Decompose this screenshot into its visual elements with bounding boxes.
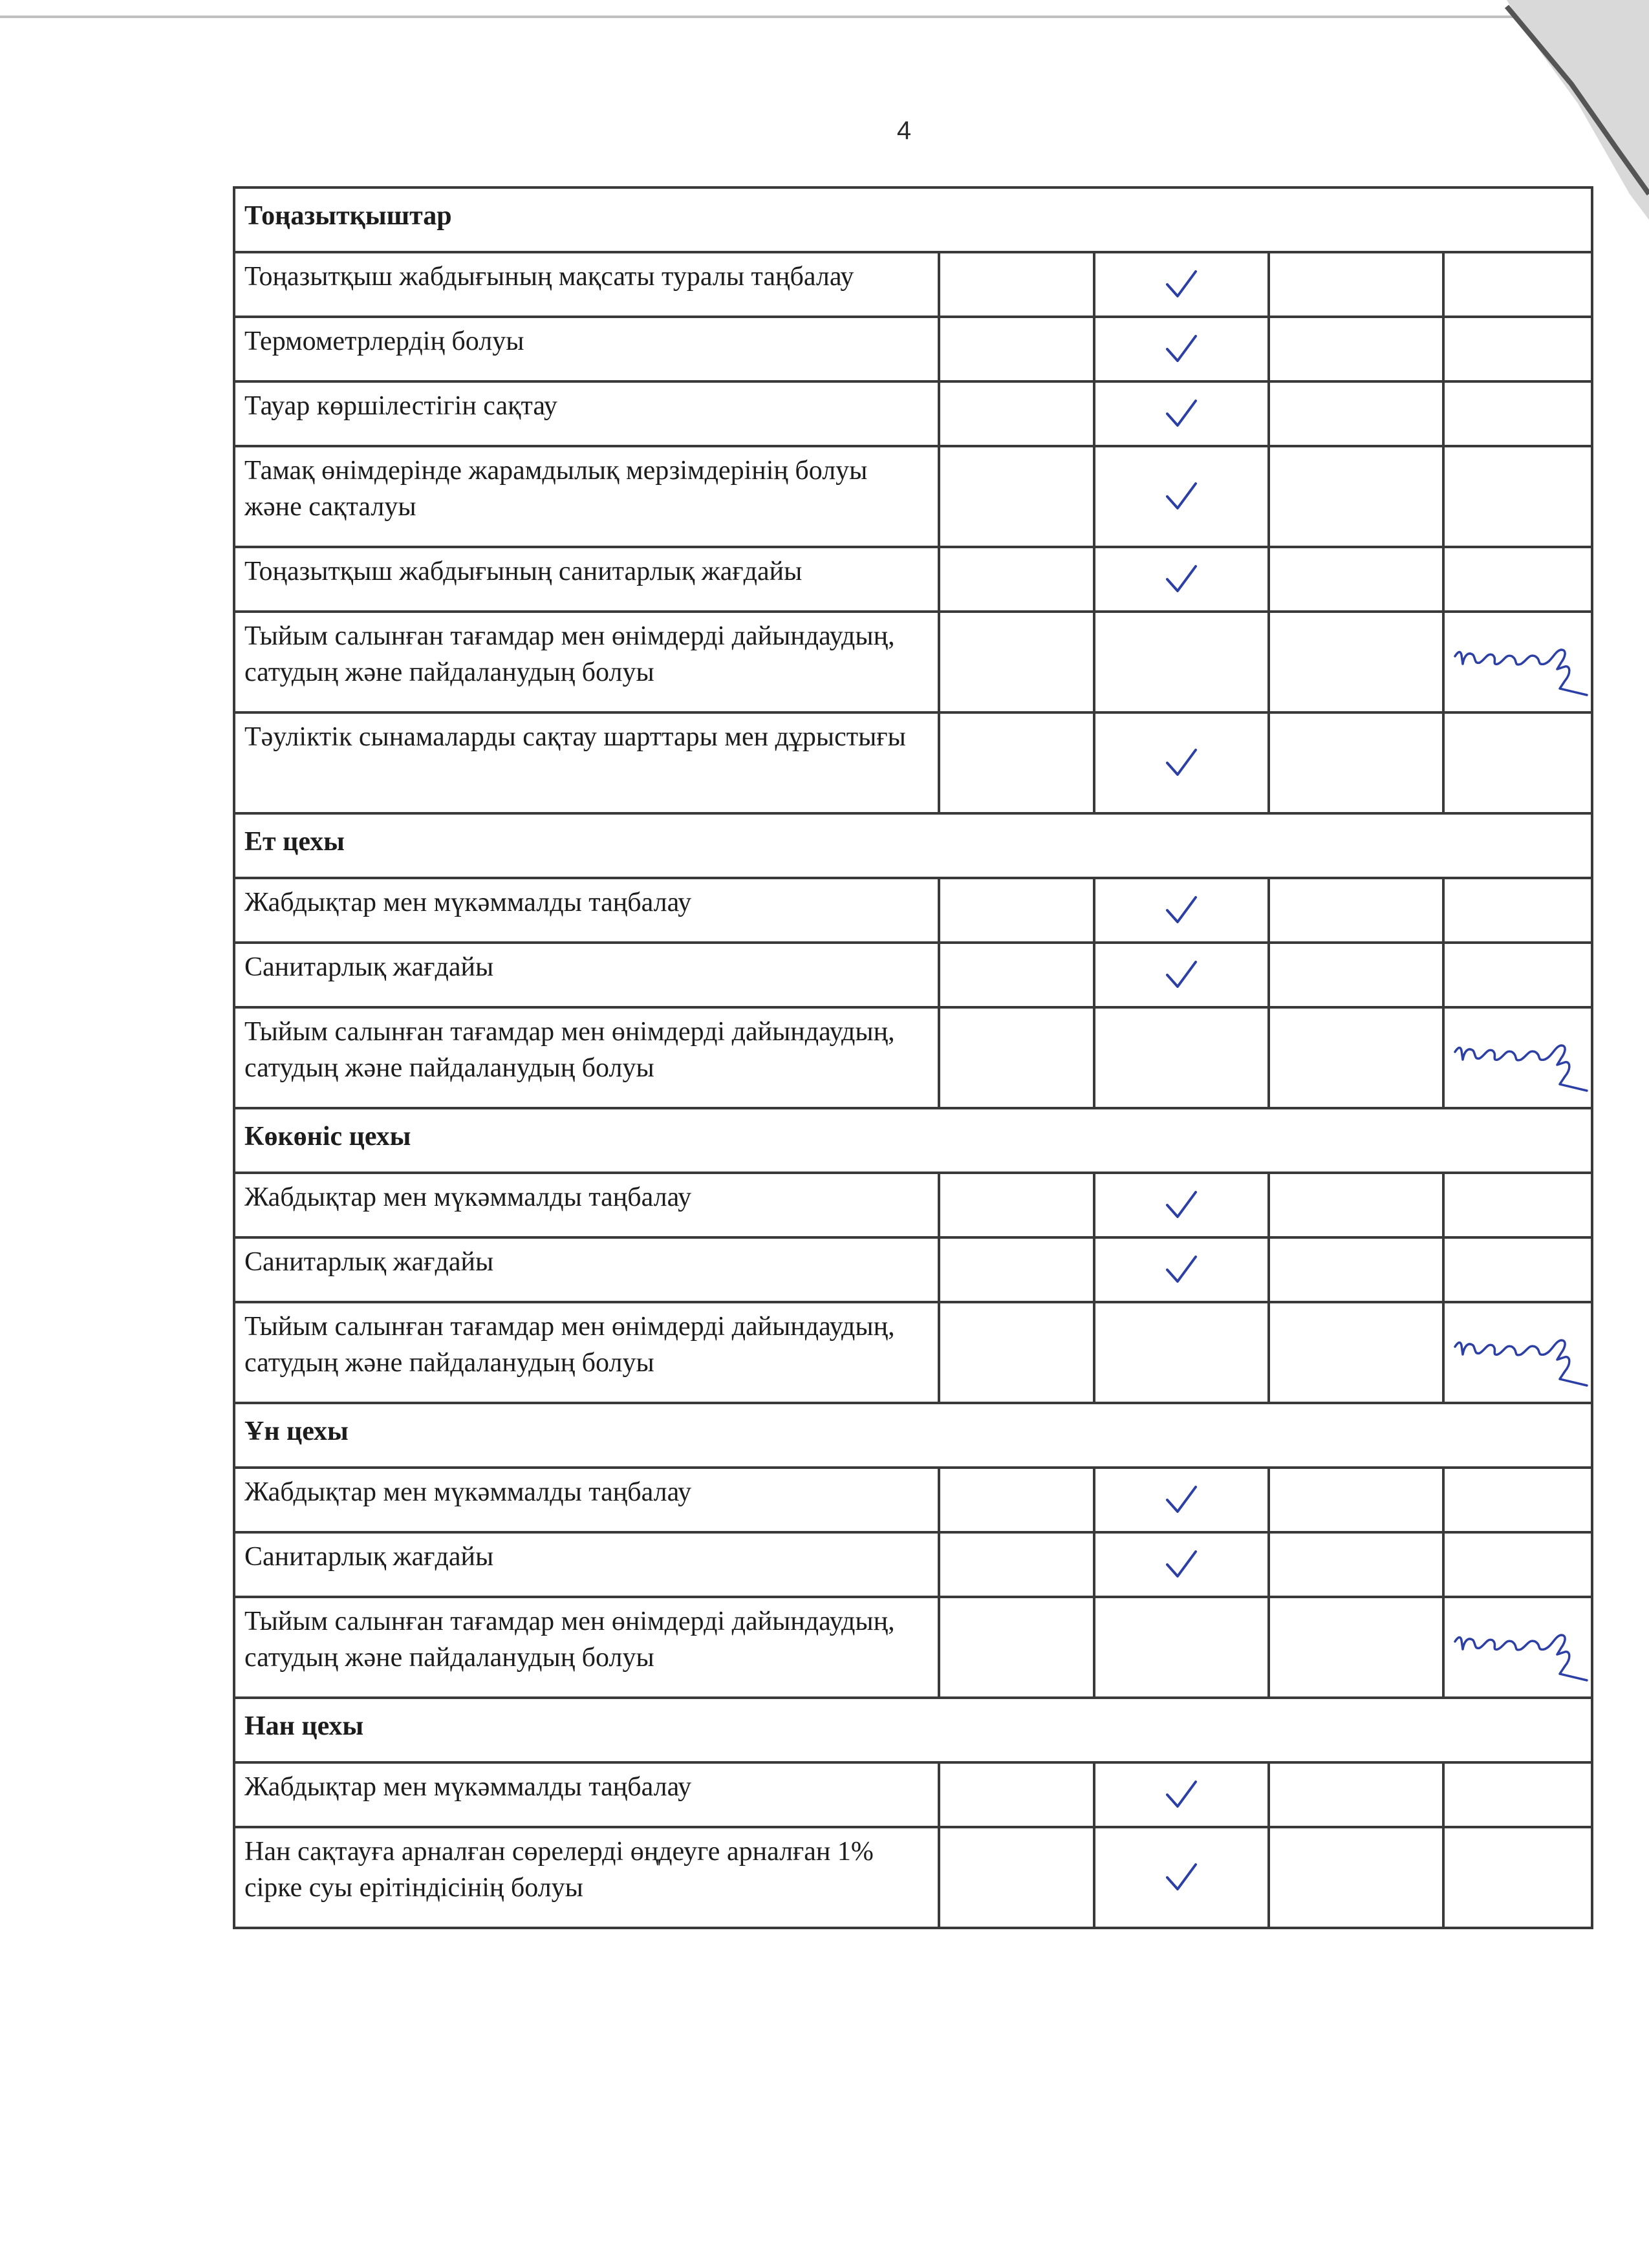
- table-row: [234, 1302, 1592, 1403]
- mark-cell-4: [1443, 252, 1592, 317]
- mark-cell-1: [939, 943, 1094, 1007]
- table-row: [234, 943, 1592, 1007]
- table-row: [234, 317, 1592, 381]
- mark-cell-3: [1269, 878, 1443, 943]
- section-header-row: [234, 187, 1592, 252]
- mark-cell-2: [1094, 1597, 1269, 1698]
- mark-cell-3: [1269, 612, 1443, 712]
- section-header-row: [234, 1108, 1592, 1173]
- table-row: [234, 381, 1592, 446]
- mark-cell-3: [1269, 1237, 1443, 1302]
- mark-cell-3: [1269, 547, 1443, 612]
- mark-cell-2: [1094, 1237, 1269, 1302]
- mark-cell-3: [1269, 712, 1443, 813]
- section-header-row: [234, 1403, 1592, 1468]
- requirement-text: Нан сақтауға арналған сөрелерді өңдеуге арналған 1% сірке суы ерітіндісінің болуы: [234, 1827, 939, 1928]
- page-number: 4: [896, 116, 912, 145]
- mark-cell-3: [1269, 252, 1443, 317]
- mark-cell-1: [939, 1532, 1094, 1597]
- table-row: [234, 1827, 1592, 1928]
- checkmark-icon: [1162, 744, 1201, 782]
- mark-cell-2: [1094, 446, 1269, 547]
- mark-cell-4: [1443, 547, 1592, 612]
- section-title: Нан цехы: [234, 1698, 1592, 1762]
- mark-cell-3: [1269, 446, 1443, 547]
- mark-cell-2: [1094, 878, 1269, 943]
- mark-cell-3: [1269, 1762, 1443, 1827]
- checkmark-icon: [1162, 891, 1201, 930]
- mark-cell-1: [939, 446, 1094, 547]
- mark-cell-4: [1443, 1597, 1592, 1698]
- scan-edge-top: [0, 16, 1597, 18]
- section-title: Тоңазытқыштар: [234, 187, 1592, 252]
- mark-cell-1: [939, 1173, 1094, 1237]
- mark-cell-2: [1094, 381, 1269, 446]
- mark-cell-4: [1443, 1827, 1592, 1928]
- mark-cell-1: [939, 1597, 1094, 1698]
- mark-cell-4: [1443, 1007, 1592, 1108]
- table-row: [234, 712, 1592, 813]
- mark-cell-4: [1443, 943, 1592, 1007]
- requirement-text: Тауар көршілестігін сақтау: [234, 381, 939, 446]
- mark-cell-1: [939, 381, 1094, 446]
- requirement-text: Тыйым салынған тағамдар мен өнімдерді дайындаудың, сатудың және пайдаланудың болуы: [234, 1007, 939, 1108]
- mark-cell-2: [1094, 1532, 1269, 1597]
- checkmark-icon: [1162, 560, 1201, 599]
- requirement-text: Жабдықтар мен мүкәммалды таңбалау: [234, 1762, 939, 1827]
- mark-cell-3: [1269, 1173, 1443, 1237]
- requirement-text: Жабдықтар мен мүкәммалды таңбалау: [234, 1173, 939, 1237]
- mark-cell-4: [1443, 1173, 1592, 1237]
- requirement-text: Тәуліктік сынамаларды сақтау шарттары мен дұрыстығы: [234, 712, 939, 813]
- table-row: [234, 612, 1592, 712]
- mark-cell-2: [1094, 1762, 1269, 1827]
- table-row: [234, 1237, 1592, 1302]
- handwritten-note-icon: [1451, 626, 1592, 698]
- inspection-checklist: [233, 186, 1591, 1929]
- requirement-text: Тамақ өнімдерінде жарамдылық мерзімдерінің болуы және сақталуы: [234, 446, 939, 547]
- checkmark-icon: [1162, 1775, 1201, 1814]
- mark-cell-1: [939, 1302, 1094, 1403]
- checkmark-icon: [1162, 1186, 1201, 1225]
- checkmark-icon: [1162, 1481, 1201, 1519]
- section-title: Көкөніс цехы: [234, 1108, 1592, 1173]
- table-row: [234, 1762, 1592, 1827]
- handwritten-note-icon: [1451, 1022, 1592, 1093]
- mark-cell-2: [1094, 1007, 1269, 1108]
- requirement-text: Тыйым салынған тағамдар мен өнімдерді дайындаудың, сатудың және пайдаланудың болуы: [234, 1302, 939, 1403]
- mark-cell-1: [939, 878, 1094, 943]
- handwritten-note-icon: [1451, 1612, 1592, 1683]
- mark-cell-4: [1443, 612, 1592, 712]
- requirement-text: Жабдықтар мен мүкәммалды таңбалау: [234, 878, 939, 943]
- mark-cell-4: [1443, 878, 1592, 943]
- checkmark-icon: [1162, 477, 1201, 516]
- mark-cell-1: [939, 1007, 1094, 1108]
- mark-cell-4: [1443, 1468, 1592, 1532]
- mark-cell-4: [1443, 1532, 1592, 1597]
- table-row: [234, 1597, 1592, 1698]
- table-row: [234, 252, 1592, 317]
- mark-cell-2: [1094, 252, 1269, 317]
- mark-cell-4: [1443, 1762, 1592, 1827]
- mark-cell-3: [1269, 381, 1443, 446]
- mark-cell-3: [1269, 1597, 1443, 1698]
- checkmark-icon: [1162, 1545, 1201, 1584]
- mark-cell-2: [1094, 943, 1269, 1007]
- mark-cell-2: [1094, 1468, 1269, 1532]
- mark-cell-2: [1094, 612, 1269, 712]
- mark-cell-1: [939, 1468, 1094, 1532]
- mark-cell-1: [939, 317, 1094, 381]
- mark-cell-1: [939, 1237, 1094, 1302]
- table-row: [234, 878, 1592, 943]
- mark-cell-4: [1443, 446, 1592, 547]
- mark-cell-4: [1443, 317, 1592, 381]
- table-row: [234, 1173, 1592, 1237]
- mark-cell-3: [1269, 1827, 1443, 1928]
- section-header-row: [234, 813, 1592, 878]
- mark-cell-1: [939, 712, 1094, 813]
- mark-cell-4: [1443, 1237, 1592, 1302]
- requirement-text: Тоңазытқыш жабдығының мақсаты туралы таңбалау: [234, 252, 939, 317]
- mark-cell-2: [1094, 1173, 1269, 1237]
- table-row: [234, 1468, 1592, 1532]
- checklist-table: [233, 186, 1593, 1929]
- requirement-text: Санитарлық жағдайы: [234, 943, 939, 1007]
- section-title: Ұн цехы: [234, 1403, 1592, 1468]
- checkmark-icon: [1162, 330, 1201, 369]
- table-row: [234, 1532, 1592, 1597]
- requirement-text: Жабдықтар мен мүкәммалды таңбалау: [234, 1468, 939, 1532]
- mark-cell-2: [1094, 547, 1269, 612]
- mark-cell-3: [1269, 317, 1443, 381]
- mark-cell-1: [939, 612, 1094, 712]
- mark-cell-3: [1269, 1302, 1443, 1403]
- mark-cell-2: [1094, 1827, 1269, 1928]
- section-title: Ет цехы: [234, 813, 1592, 878]
- mark-cell-2: [1094, 712, 1269, 813]
- checkmark-icon: [1162, 1858, 1201, 1897]
- section-header-row: [234, 1698, 1592, 1762]
- checkmark-icon: [1162, 956, 1201, 994]
- requirement-text: Термометрлердің болуы: [234, 317, 939, 381]
- mark-cell-4: [1443, 1302, 1592, 1403]
- mark-cell-1: [939, 252, 1094, 317]
- checkmark-icon: [1162, 1250, 1201, 1289]
- mark-cell-3: [1269, 1468, 1443, 1532]
- checkmark-icon: [1162, 265, 1201, 304]
- requirement-text: Санитарлық жағдайы: [234, 1532, 939, 1597]
- requirement-text: Санитарлық жағдайы: [234, 1237, 939, 1302]
- mark-cell-1: [939, 1827, 1094, 1928]
- mark-cell-4: [1443, 712, 1592, 813]
- mark-cell-3: [1269, 1007, 1443, 1108]
- requirement-text: Тоңазытқыш жабдығының санитарлық жағдайы: [234, 547, 939, 612]
- mark-cell-3: [1269, 1532, 1443, 1597]
- checkmark-icon: [1162, 394, 1201, 433]
- mark-cell-1: [939, 1762, 1094, 1827]
- mark-cell-2: [1094, 317, 1269, 381]
- table-row: [234, 547, 1592, 612]
- requirement-text: Тыйым салынған тағамдар мен өнімдерді дайындаудың, сатудың және пайдаланудың болуы: [234, 1597, 939, 1698]
- mark-cell-4: [1443, 381, 1592, 446]
- handwritten-note-icon: [1451, 1317, 1592, 1388]
- mark-cell-3: [1269, 943, 1443, 1007]
- requirement-text: Тыйым салынған тағамдар мен өнімдерді дайындаудың, сатудың және пайдаланудың болуы: [234, 612, 939, 712]
- mark-cell-2: [1094, 1302, 1269, 1403]
- mark-cell-1: [939, 547, 1094, 612]
- table-row: [234, 1007, 1592, 1108]
- table-row: [234, 446, 1592, 547]
